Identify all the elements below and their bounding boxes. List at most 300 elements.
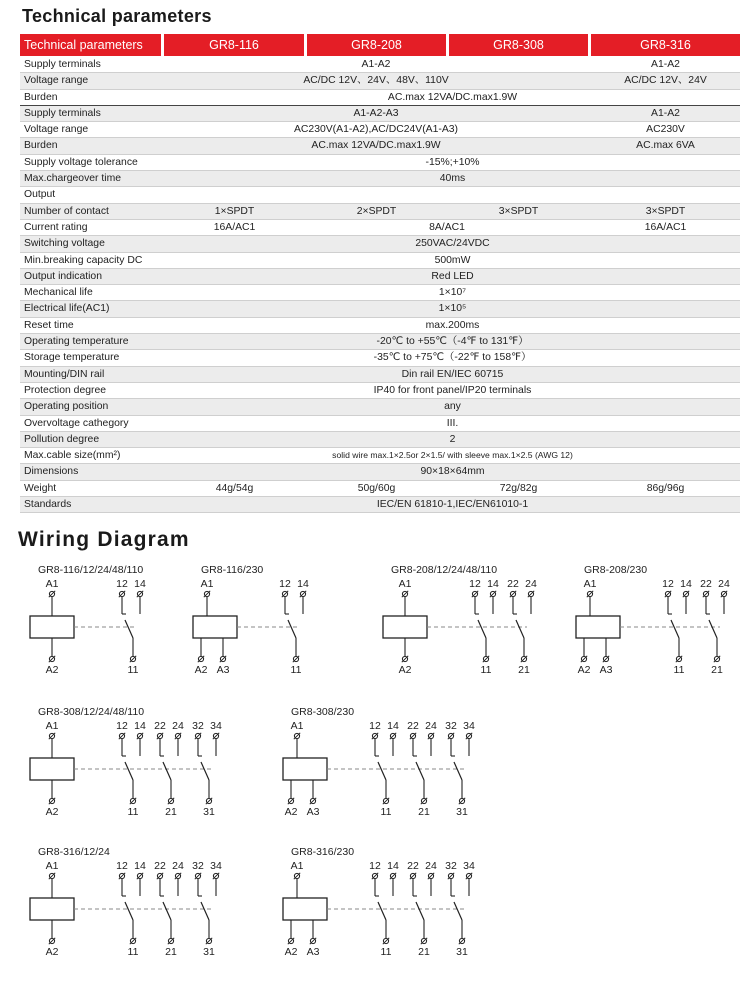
- terminal-slash: [294, 873, 300, 879]
- table-row: [20, 187, 740, 203]
- terminal: [220, 656, 225, 661]
- terminal: [175, 733, 180, 738]
- contact-blade: [125, 620, 133, 638]
- terminal-slash: [459, 938, 465, 944]
- terminal: [372, 873, 377, 878]
- terminal-label: A1: [583, 578, 597, 590]
- terminal-slash: [683, 591, 689, 597]
- terminal-label: 14: [487, 578, 499, 590]
- terminal: [198, 656, 203, 661]
- terminal-slash: [372, 733, 378, 739]
- row-value: solid wire max.1×2.5or 2×1.5/ with sleeve max.1×2.5 (AWG 12): [332, 450, 573, 461]
- row-label: Overvoltage cathegory: [24, 417, 129, 429]
- terminal-slash: [448, 873, 454, 879]
- contact-blade: [201, 902, 209, 920]
- terminal-slash: [49, 733, 55, 739]
- terminal-slash: [310, 798, 316, 804]
- diagram-caption: GR8-308/230: [291, 706, 355, 718]
- table-row: [20, 57, 740, 73]
- terminal: [665, 591, 670, 596]
- contact-blade: [288, 620, 296, 638]
- table-row: [20, 236, 740, 252]
- table-row: [20, 90, 740, 106]
- terminal: [472, 591, 477, 596]
- terminal-label: 24: [718, 578, 730, 590]
- row-label: Max.chargeover time: [24, 173, 122, 185]
- row-label: Max.cable size(mm²): [24, 450, 121, 462]
- row-label: Supply voltage tolerance: [24, 156, 138, 168]
- terminal: [459, 938, 464, 943]
- terminal-slash: [390, 873, 396, 879]
- terminal-label: 31: [456, 806, 468, 818]
- terminal-slash: [421, 798, 427, 804]
- terminal-slash: [383, 798, 389, 804]
- row-value: AC/DC 12V、24V: [624, 75, 707, 87]
- table-row: [20, 285, 740, 301]
- terminal-label: 11: [127, 946, 139, 958]
- terminal-label: 14: [134, 720, 146, 732]
- terminal: [49, 798, 54, 803]
- row-value: 44g/54g: [215, 482, 254, 494]
- terminal: [195, 733, 200, 738]
- terminal: [676, 656, 681, 661]
- row-label: Voltage range: [24, 75, 89, 87]
- row-value: A1-A2-A3: [353, 107, 399, 119]
- terminal-label: 22: [507, 578, 519, 590]
- terminal-slash: [528, 591, 534, 597]
- terminal: [288, 798, 293, 803]
- contact-blade: [416, 902, 424, 920]
- terminal-label: 24: [172, 860, 184, 872]
- terminal: [213, 733, 218, 738]
- row-label: Pollution degree: [24, 433, 100, 445]
- row-label: Electrical life(AC1): [24, 303, 110, 315]
- table-row: [20, 106, 740, 122]
- header-gr8-208: GR8-208: [307, 34, 446, 56]
- terminal-slash: [206, 798, 212, 804]
- row-value: 8A/AC1: [429, 221, 465, 233]
- header-param: Technical parameters: [20, 34, 161, 56]
- terminal-slash: [130, 938, 136, 944]
- coil-box: [30, 898, 74, 920]
- terminal: [119, 733, 124, 738]
- terminal-label: 34: [463, 720, 475, 732]
- diagram-caption: GR8-316/230: [291, 846, 355, 858]
- row-value: AC.max 12VA/DC.max1.9W: [311, 140, 441, 152]
- terminal-label: 12: [116, 578, 128, 590]
- terminal-label: A2: [194, 664, 208, 676]
- terminal-label: 12: [279, 578, 291, 590]
- terminal-label: 21: [518, 664, 530, 676]
- row-value: -15%;+10%: [425, 156, 480, 168]
- terminal-label: A2: [284, 946, 298, 958]
- row-label: Burden: [24, 91, 58, 103]
- terminal: [528, 591, 533, 596]
- contact-blade: [163, 762, 171, 780]
- terminal-slash: [676, 656, 682, 662]
- terminal: [195, 873, 200, 878]
- terminal-slash: [195, 873, 201, 879]
- terminal-label: 12: [469, 578, 481, 590]
- terminal-slash: [175, 873, 181, 879]
- row-value: 250VAC/24VDC: [415, 238, 490, 250]
- diagram-caption: GR8-208/230: [584, 564, 648, 576]
- terminal: [130, 798, 135, 803]
- row-value: AC230V(A1-A2),AC/DC24V(A1-A3): [293, 124, 458, 136]
- terminal: [587, 591, 592, 596]
- terminal-slash: [410, 733, 416, 739]
- table-row: [20, 318, 740, 334]
- terminal-label: A3: [306, 946, 320, 958]
- terminal: [490, 591, 495, 596]
- terminal-label: 21: [165, 806, 177, 818]
- contact-blade: [478, 620, 486, 638]
- terminal-label: 22: [407, 720, 419, 732]
- table-row: [20, 367, 740, 383]
- contact-blade: [454, 762, 462, 780]
- terminal: [402, 656, 407, 661]
- row-value: 2×SPDT: [356, 205, 397, 217]
- terminal: [294, 873, 299, 878]
- terminal-slash: [198, 656, 204, 662]
- coil-box: [30, 616, 74, 638]
- terminal: [428, 733, 433, 738]
- terminal-slash: [119, 591, 125, 597]
- terminal: [383, 798, 388, 803]
- row-value: A1-A2: [651, 59, 680, 70]
- terminal: [448, 733, 453, 738]
- row-value: 90×18×64mm: [420, 466, 485, 478]
- terminal-label: 22: [154, 860, 166, 872]
- terminal: [521, 656, 526, 661]
- terminal-slash: [119, 873, 125, 879]
- terminal-slash: [130, 798, 136, 804]
- terminal-slash: [294, 733, 300, 739]
- diagram-caption: GR8-308/12/24/48/110: [38, 706, 145, 718]
- terminal-slash: [510, 591, 516, 597]
- terminal-slash: [49, 873, 55, 879]
- terminal: [213, 873, 218, 878]
- terminal-label: 21: [418, 946, 430, 958]
- row-value: 1×10⁵: [438, 303, 467, 315]
- terminal-slash: [665, 591, 671, 597]
- terminal-label: 31: [456, 946, 468, 958]
- contact-blade: [416, 762, 424, 780]
- terminal-label: 11: [380, 946, 392, 958]
- row-value: 16A/AC1: [213, 221, 256, 233]
- terminal-slash: [130, 656, 136, 662]
- table-row: [20, 138, 740, 154]
- row-value: AC.max 12VA/DC.max1.9W: [387, 91, 518, 103]
- contact-blade: [378, 762, 386, 780]
- terminal: [137, 591, 142, 596]
- terminal-slash: [372, 873, 378, 879]
- coil-box: [283, 898, 327, 920]
- row-value: 500mW: [434, 254, 471, 266]
- terminal-slash: [282, 591, 288, 597]
- terminal-slash: [206, 938, 212, 944]
- terminal: [204, 591, 209, 596]
- terminal: [49, 733, 54, 738]
- terminal-label: 34: [463, 860, 475, 872]
- header-gr8-116: GR8-116: [164, 34, 304, 56]
- contact-blade: [201, 762, 209, 780]
- terminal: [410, 873, 415, 878]
- terminal-label: 34: [210, 860, 222, 872]
- table-row: [20, 122, 740, 138]
- terminal: [282, 591, 287, 596]
- table-row: [20, 464, 740, 480]
- terminal-label: A1: [45, 720, 59, 732]
- terminal: [288, 938, 293, 943]
- terminal-label: 34: [210, 720, 222, 732]
- row-value: 3×SPDT: [498, 205, 539, 217]
- terminal: [402, 591, 407, 596]
- table-row: [20, 350, 740, 366]
- coil-box: [576, 616, 620, 638]
- terminal-slash: [168, 938, 174, 944]
- row-label: Supply terminals: [24, 107, 101, 119]
- terminal-slash: [175, 733, 181, 739]
- terminal-label: 12: [369, 720, 381, 732]
- terminal-label: 32: [192, 860, 204, 872]
- terminal-slash: [49, 938, 55, 944]
- diagram-caption: GR8-208/12/24/48/110: [391, 564, 498, 576]
- row-label: Output: [24, 189, 56, 201]
- terminal: [466, 873, 471, 878]
- terminal: [383, 938, 388, 943]
- contact-blade: [709, 620, 717, 638]
- terminal-label: 24: [425, 720, 437, 732]
- row-label: Dimensions: [24, 466, 79, 478]
- terminal-slash: [213, 873, 219, 879]
- contact-blade: [163, 902, 171, 920]
- terminal-label: 11: [290, 664, 302, 676]
- row-label: Burden: [24, 140, 58, 152]
- row-value: 2: [449, 433, 456, 445]
- terminal-label: A1: [398, 578, 412, 590]
- terminal-slash: [204, 591, 210, 597]
- diagram-caption: GR8-116/12/24/48/110: [38, 564, 144, 576]
- terminal-slash: [581, 656, 587, 662]
- wiring-title: Wiring Diagram: [18, 528, 190, 551]
- terminal: [721, 591, 726, 596]
- terminal-slash: [137, 591, 143, 597]
- table-row: [20, 171, 740, 187]
- row-value: IP40 for front panel/IP20 terminals: [373, 384, 532, 396]
- coil-box: [283, 758, 327, 780]
- terminal-slash: [213, 733, 219, 739]
- row-value: AC230V: [646, 124, 685, 136]
- diagram-caption: GR8-116/230: [201, 564, 264, 576]
- terminal: [581, 656, 586, 661]
- page-title: Technical parameters: [22, 6, 212, 26]
- row-value: A1-A2: [651, 107, 680, 119]
- row-value: III.: [446, 417, 459, 429]
- terminal-label: 22: [700, 578, 712, 590]
- contact-blade: [454, 902, 462, 920]
- terminal-label: 21: [711, 664, 723, 676]
- row-value: 40ms: [439, 173, 466, 185]
- terminal-label: 11: [673, 664, 685, 676]
- terminal-slash: [714, 656, 720, 662]
- row-value: 1×SPDT: [214, 205, 255, 217]
- terminal-label: A2: [45, 664, 59, 676]
- terminal-label: 12: [116, 720, 128, 732]
- terminal-slash: [49, 591, 55, 597]
- terminal: [168, 938, 173, 943]
- table-row: [20, 220, 740, 236]
- row-label: Storage temperature: [24, 352, 120, 364]
- terminal-slash: [421, 938, 427, 944]
- header-gr8-308: GR8-308: [449, 34, 588, 56]
- terminal: [703, 591, 708, 596]
- terminal-slash: [300, 591, 306, 597]
- table-row: [20, 155, 740, 171]
- table-row: [20, 448, 740, 464]
- terminal-label: 14: [297, 578, 309, 590]
- row-label: Protection degree: [24, 384, 107, 396]
- row-value: 50g/60g: [357, 482, 396, 494]
- terminal-slash: [603, 656, 609, 662]
- terminal: [119, 591, 124, 596]
- row-label: Standards: [24, 499, 72, 511]
- terminal-slash: [293, 656, 299, 662]
- terminal-label: A2: [45, 806, 59, 818]
- terminal-slash: [587, 591, 593, 597]
- row-label: Current rating: [24, 221, 88, 233]
- terminal-slash: [119, 733, 125, 739]
- terminal-label: A3: [306, 806, 320, 818]
- terminal: [310, 938, 315, 943]
- terminal-slash: [49, 656, 55, 662]
- row-value: AC.max 6VA: [636, 140, 695, 152]
- coil-box: [30, 758, 74, 780]
- terminal-slash: [466, 873, 472, 879]
- terminal-label: 22: [407, 860, 419, 872]
- contact-blade: [516, 620, 524, 638]
- row-label: Weight: [24, 482, 57, 494]
- terminal-label: A1: [200, 578, 214, 590]
- table-row: [20, 204, 740, 220]
- terminal-slash: [137, 733, 143, 739]
- terminal: [459, 798, 464, 803]
- terminal: [390, 733, 395, 738]
- terminal-slash: [466, 733, 472, 739]
- table-row: [20, 399, 740, 415]
- row-value: A1-A2: [361, 59, 391, 70]
- row-value: 3×SPDT: [645, 205, 686, 217]
- terminal-slash: [383, 938, 389, 944]
- table-row: [20, 269, 740, 285]
- terminal-slash: [428, 873, 434, 879]
- terminal: [168, 798, 173, 803]
- terminal: [714, 656, 719, 661]
- terminal-slash: [428, 733, 434, 739]
- terminal: [448, 873, 453, 878]
- row-label: Output indication: [24, 270, 102, 282]
- terminal-label: A1: [290, 720, 304, 732]
- terminal-label: 14: [134, 860, 146, 872]
- terminal-slash: [490, 591, 496, 597]
- row-label: Number of contact: [24, 205, 109, 217]
- terminal-slash: [220, 656, 226, 662]
- row-value: AC/DC 12V、24V、48V、110V: [303, 75, 449, 87]
- row-value: 86g/96g: [646, 482, 685, 494]
- terminal: [510, 591, 515, 596]
- terminal-slash: [390, 733, 396, 739]
- terminal-label: A1: [45, 860, 59, 872]
- terminal-label: 11: [127, 806, 139, 818]
- row-value: IEC/EN 61810-1,IEC/EN61010-1: [376, 499, 529, 511]
- terminal-label: 31: [203, 946, 215, 958]
- terminal-label: 31: [203, 806, 215, 818]
- table-row: [20, 497, 740, 513]
- contact-blade: [125, 902, 133, 920]
- row-value: 16A/AC1: [644, 221, 687, 233]
- table-row: [20, 432, 740, 448]
- row-label: Voltage range: [24, 124, 89, 136]
- terminal-label: 14: [387, 860, 399, 872]
- terminal-label: 14: [387, 720, 399, 732]
- row-value: max.200ms: [425, 319, 480, 331]
- row-value: 1×10⁷: [438, 287, 467, 299]
- terminal-label: A2: [398, 664, 412, 676]
- row-value: any: [444, 401, 461, 413]
- terminal: [119, 873, 124, 878]
- terminal-slash: [157, 873, 163, 879]
- row-label: Mechanical life: [24, 287, 93, 299]
- terminal-label: 14: [134, 578, 146, 590]
- terminal-slash: [168, 798, 174, 804]
- terminal: [49, 656, 54, 661]
- terminal-label: 22: [154, 720, 166, 732]
- row-label: Mounting/DIN rail: [24, 368, 105, 380]
- row-label: Min.breaking capacity DC: [24, 254, 143, 266]
- terminal: [49, 938, 54, 943]
- terminal-label: A2: [577, 664, 591, 676]
- terminal: [137, 873, 142, 878]
- terminal-slash: [721, 591, 727, 597]
- terminal: [157, 733, 162, 738]
- terminal-label: 24: [525, 578, 537, 590]
- terminal-slash: [402, 591, 408, 597]
- contact-blade: [671, 620, 679, 638]
- contact-blade: [125, 762, 133, 780]
- terminal-slash: [157, 733, 163, 739]
- table-row: [20, 253, 740, 269]
- table-row: [20, 481, 740, 497]
- row-label: Switching voltage: [24, 238, 105, 250]
- terminal-slash: [402, 656, 408, 662]
- terminal: [372, 733, 377, 738]
- table-header: [20, 34, 740, 56]
- coil-box: [383, 616, 427, 638]
- terminal: [466, 733, 471, 738]
- terminal-slash: [521, 656, 527, 662]
- terminal-slash: [410, 873, 416, 879]
- contact-blade: [378, 902, 386, 920]
- terminal-label: 11: [127, 664, 139, 676]
- parameter-table: [20, 57, 740, 513]
- row-value: 72g/82g: [499, 482, 538, 494]
- terminal-label: A2: [45, 946, 59, 958]
- terminal-label: 32: [445, 720, 457, 732]
- terminal: [293, 656, 298, 661]
- terminal-label: 24: [172, 720, 184, 732]
- terminal: [137, 733, 142, 738]
- terminal: [603, 656, 608, 661]
